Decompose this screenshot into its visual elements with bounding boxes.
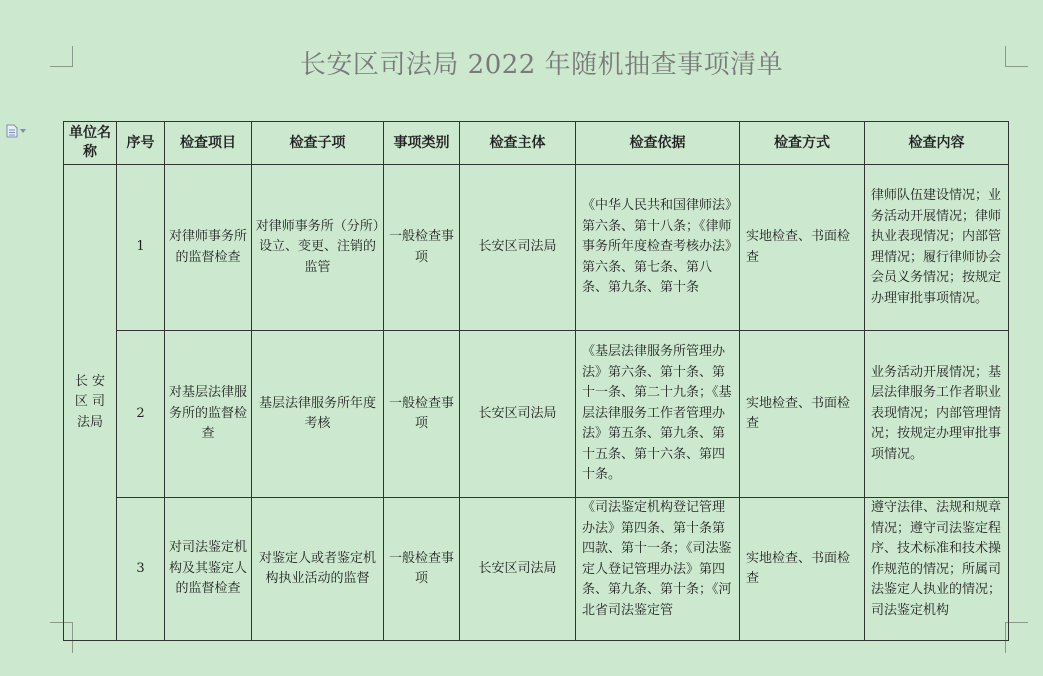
header-basis: 检查依据 (576, 122, 740, 165)
subitem-cell: 基层法律服务所年度考核 (252, 331, 384, 498)
header-category: 事项类别 (384, 122, 460, 165)
table-row (64, 165, 1009, 331)
table-row (64, 331, 1009, 498)
header-unit: 单位名称 (64, 122, 117, 165)
subject-cell: 长安区司法局 (460, 498, 576, 641)
method-cell: 实地检查、书面检查 (740, 165, 865, 331)
basis-cell: 《中华人民共和国律师法》第六条、第十八条；《律师事务所年度检查考核办法》第六条、第七条、第八条、第九条、第十条 (576, 165, 740, 331)
basis-cell (576, 498, 740, 641)
subject-cell: 长安区司法局 (460, 165, 576, 331)
category-cell: 一般检查事项 (384, 331, 460, 498)
document-icon[interactable] (6, 124, 28, 138)
method-cell: 实地检查、书面检查 (740, 498, 865, 641)
header-subject: 检查主体 (460, 122, 576, 165)
basis-cell-text: 《司法鉴定机构登记管理办法》第四条、第十条第四款、第十一条；《司法鉴定人登记管理办法》第四条、第九条、第十条；《河北省司法鉴定管 (582, 500, 732, 618)
content-cell-text: 遵守法律、法规和规章情况；遵守司法鉴定程序、技术标准和技术操作规范的情况；所属司法鉴定人执业的情况；司法鉴定机构 (871, 500, 1002, 618)
header-method: 检查方式 (740, 122, 865, 165)
subject-cell: 长安区司法局 (460, 331, 576, 498)
page-icon (6, 124, 18, 138)
seq-cell: 3 (117, 498, 165, 641)
item-cell: 对司法鉴定机构及其鉴定人的监督检查 (165, 498, 252, 641)
seq-cell: 2 (117, 331, 165, 498)
item-cell: 对基层法律服务所的监督检查 (165, 331, 252, 498)
header-content: 检查内容 (865, 122, 1009, 165)
unit-name-cell: 长 安 区 司 法局 (64, 165, 117, 641)
item-cell: 对律师事务所的监督检查 (165, 165, 252, 331)
document-title: 长安区司法局 2022 年随机抽查事项清单 (299, 50, 784, 80)
subitem-cell: 对鉴定人或者鉴定机构执业活动的监督 (252, 498, 384, 641)
seq-cell: 1 (117, 165, 165, 331)
header-item: 检查项目 (165, 122, 252, 165)
header-seq: 序号 (117, 122, 165, 165)
header-subitem: 检查子项 (252, 122, 384, 165)
category-cell: 一般检查事项 (384, 165, 460, 331)
inspection-table (63, 121, 1009, 641)
category-cell: 一般检查事项 (384, 498, 460, 641)
content-cell (865, 498, 1009, 641)
table-header-row (64, 122, 1009, 165)
subitem-cell: 对律师事务所（分所）设立、变更、注销的监管 (252, 165, 384, 331)
table-row (64, 498, 1009, 641)
content-cell: 律师队伍建设情况；业务活动开展情况；律师执业表现情况；内部管理情况；履行律师协会会员义务情况；按规定办理审批事项情况。 (865, 165, 1009, 331)
chevron-down-icon (20, 129, 26, 133)
method-cell: 实地检查、书面检查 (740, 331, 865, 498)
content-cell: 业务活动开展情况；基层法律服务工作者职业表现情况；内部管理情况；按规定办理审批事项情况。 (865, 331, 1009, 498)
basis-cell: 《基层法律服务所管理办法》第六条、第十条、第十一条、第二十九条；《基层法律服务工作者管理办法》第五条、第九条、第十五条、第十六条、第四十条。 (576, 331, 740, 498)
